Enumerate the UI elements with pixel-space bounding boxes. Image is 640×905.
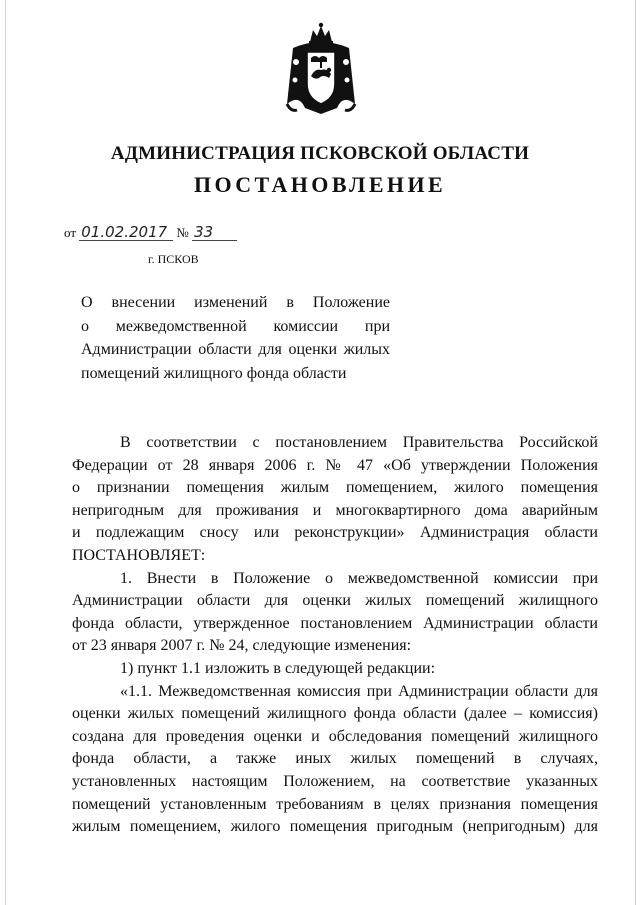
- body-line: В соответствии с постановлением Правительства Российской: [120, 434, 598, 451]
- pskov-coat-of-arms-icon: [283, 22, 359, 118]
- body-line: установленных настоящим Положением, на соответствие указанных: [72, 772, 598, 790]
- from-label: от: [64, 225, 77, 240]
- date-number-line: [64, 224, 237, 241]
- title-line: Администрации области для оценки жилых: [81, 341, 390, 358]
- body-line: оценки жилых помещений жилищного фонда области (далее – комиссия): [72, 705, 598, 723]
- body-line: и подлежащим сносу или реконструкции» Администрация области: [72, 524, 598, 542]
- body-line: «1.1. Межведомственная комиссия при Администрации области для: [120, 682, 598, 700]
- body-line: непригодным для проживания и многоквартирного дома аварийным: [72, 501, 598, 519]
- body-line: Федерации от 28 января 2006 г. № 47 «Об утверждении Положения: [72, 456, 598, 474]
- body-line: о признании помещения жилым помещением, жилого помещения: [72, 479, 598, 497]
- title-line: о межведомственной комиссии при: [81, 317, 390, 335]
- title-line: О внесении изменений в Положение: [81, 294, 390, 311]
- body-line: Администрации области для оценки жилых помещений жилищного: [72, 592, 598, 610]
- body-line: фонда области, а также иных жилых помещений в случаях,: [72, 750, 598, 768]
- body-line: от 23 января 2007 г. № 24, следующие изменения:: [72, 637, 412, 655]
- body-line: жилым помещением, жилого помещения пригодным (непригодным) для: [72, 818, 598, 836]
- scan-edge-left: [5, 0, 6, 905]
- body-line: помещений установленным требованиям в целях признания помещения: [72, 795, 598, 813]
- document-title: [81, 291, 390, 385]
- scan-edge-right: [635, 0, 636, 905]
- body-line: создана для проведения оценки и обследования помещений жилищного: [72, 727, 598, 745]
- handwritten-number: 33: [192, 224, 237, 241]
- body-line: ПОСТАНОВЛЯЕТ:: [72, 546, 206, 564]
- document-body: [72, 432, 598, 839]
- document-type-heading: ПОСТАНОВЛЕНИЕ: [193, 172, 447, 197]
- city-label: г. ПСКОВ: [148, 252, 199, 266]
- organization-heading: АДМИНИСТРАЦИЯ ПСКОВСКОЙ ОБЛАСТИ: [110, 143, 530, 164]
- handwritten-date: 01.02.2017: [79, 224, 173, 241]
- body-line: фонда области, утвержденное постановлением Администрации области: [72, 614, 598, 632]
- title-line: помещений жилищного фонда области: [81, 364, 347, 382]
- body-line: 1) пункт 1.1 изложить в следующей редакции:: [120, 659, 436, 677]
- body-line: 1. Внести в Положение о межведомственной комиссии при: [120, 569, 598, 587]
- number-label: №: [176, 225, 189, 240]
